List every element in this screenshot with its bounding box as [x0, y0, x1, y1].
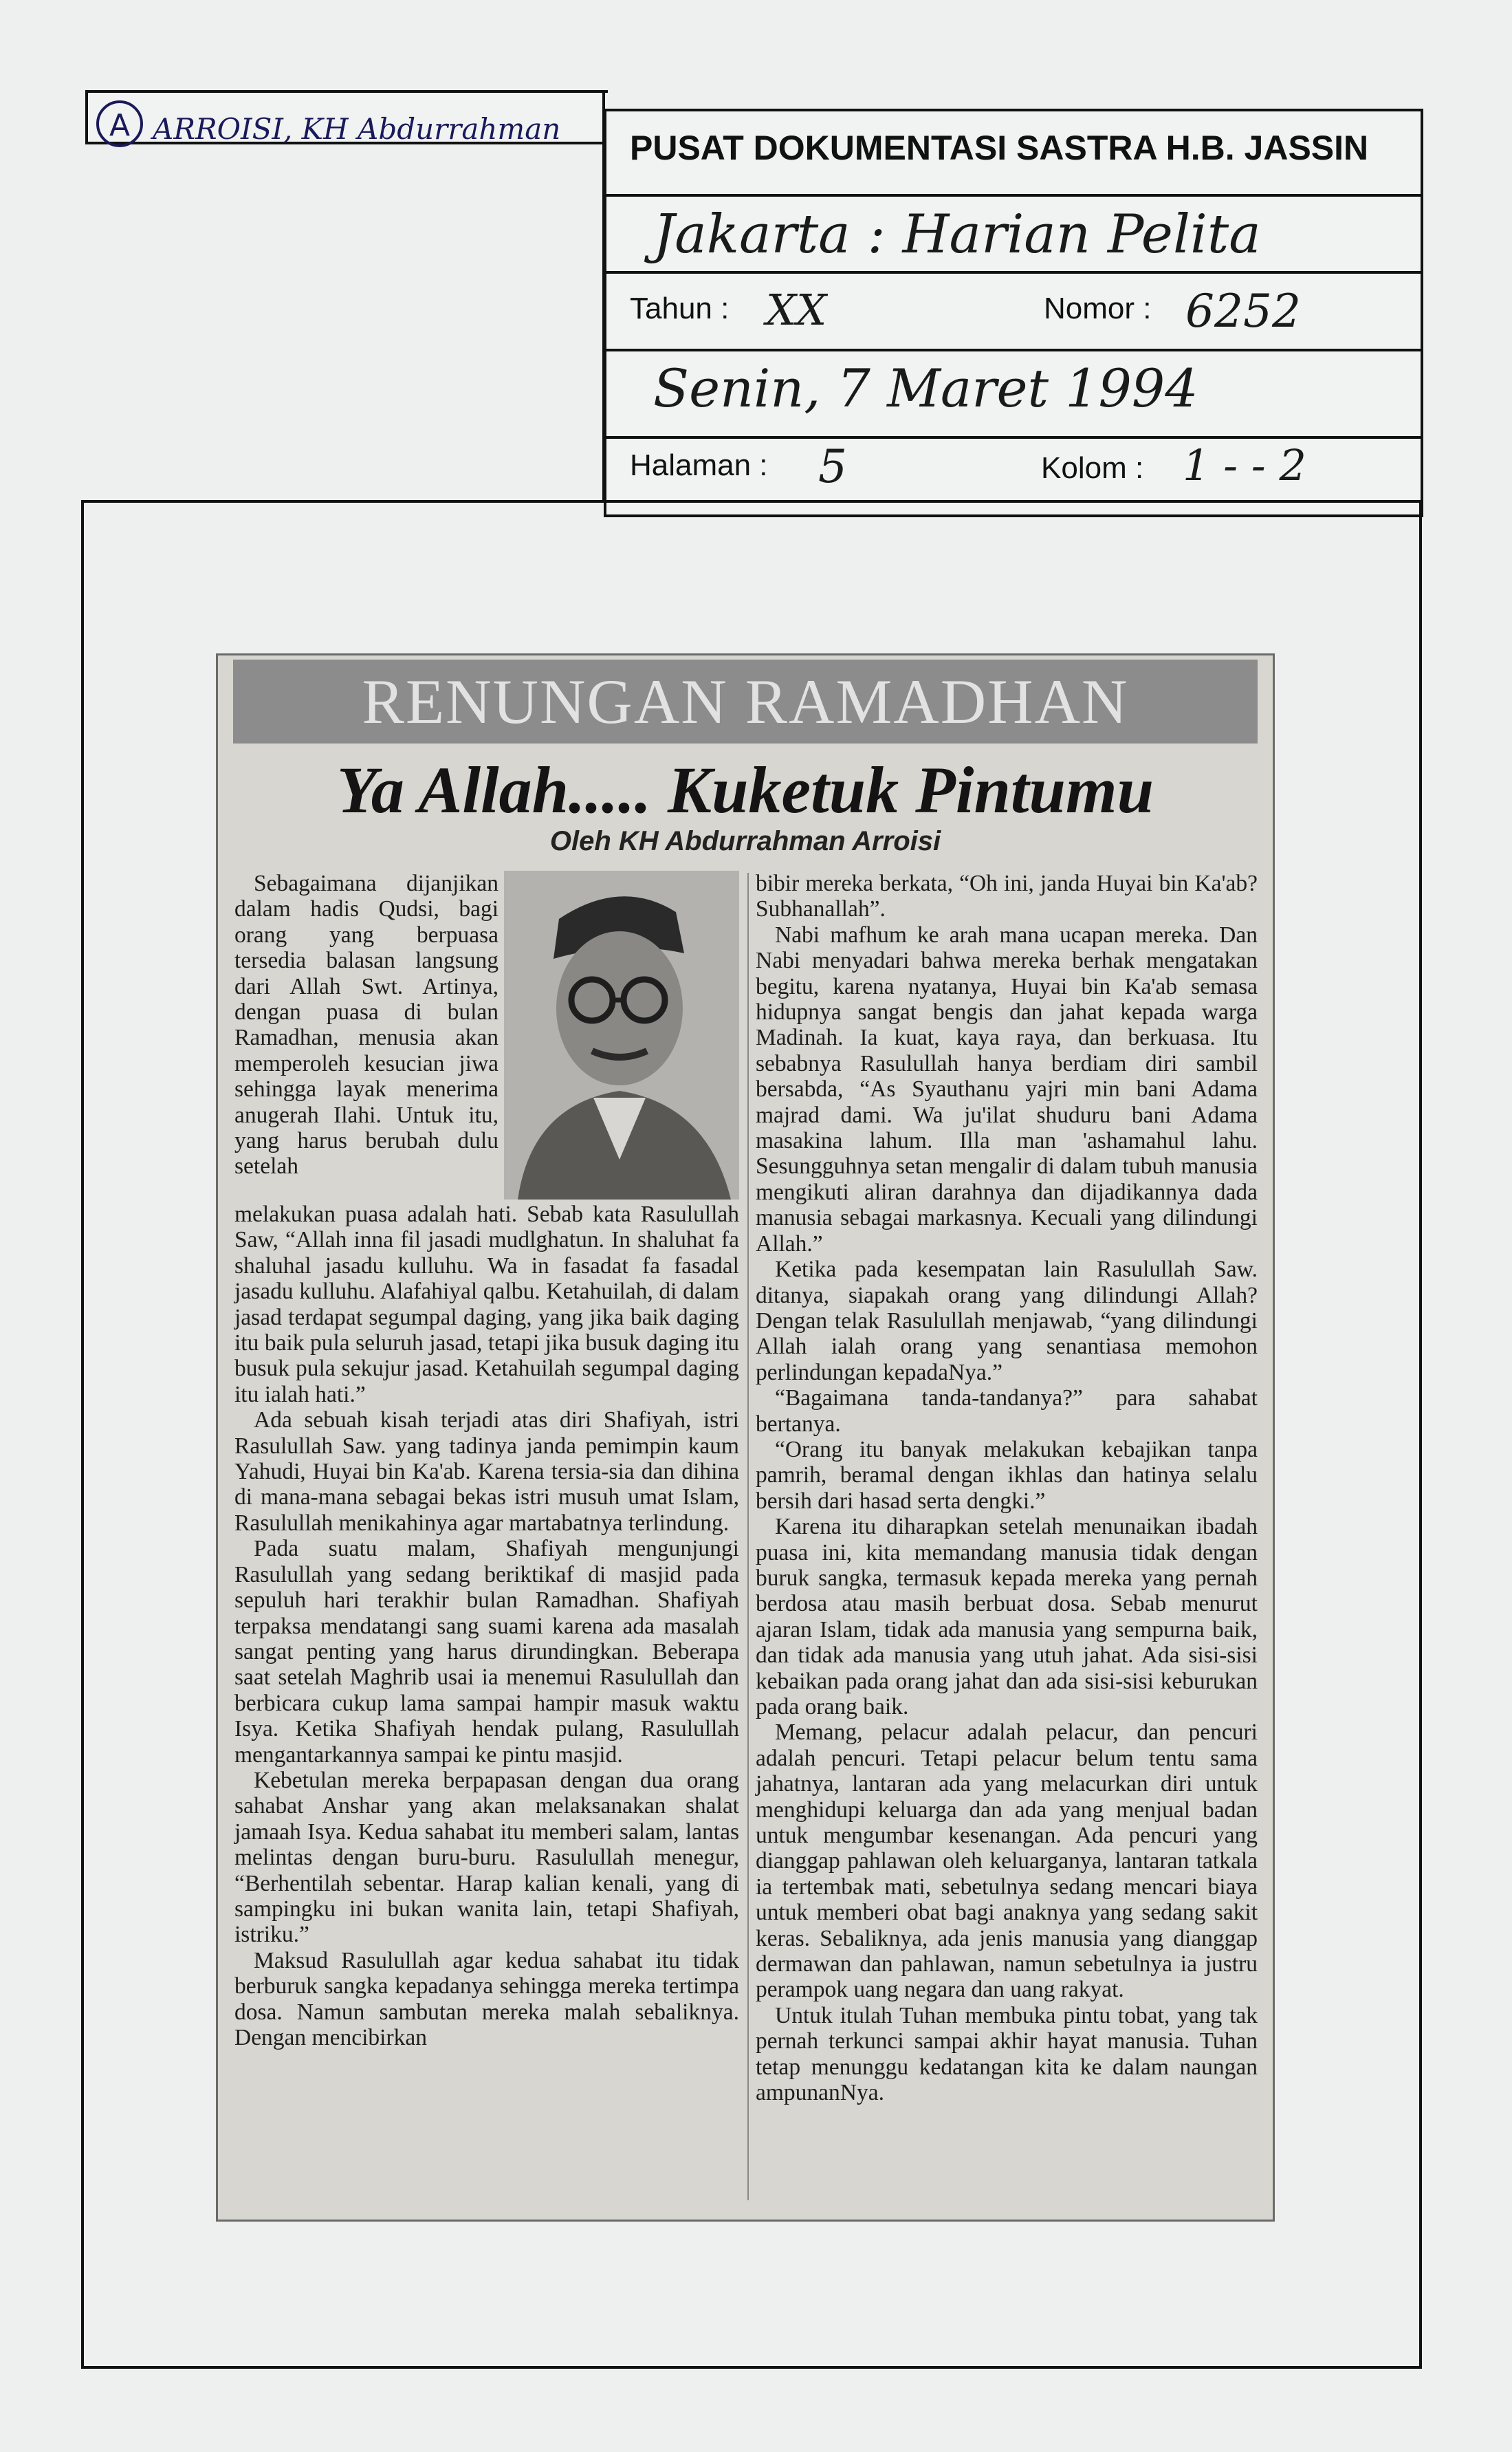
article-title: Ya Allah..... Kuketuk Pintumu — [337, 753, 1154, 827]
nomor-label: Nomor : — [1044, 292, 1152, 325]
date-field: Senin, 7 Maret 1994 — [653, 358, 1198, 419]
kolom-label: Kolom : — [1041, 451, 1144, 485]
publication-field: Jakarta : Harian Pelita — [653, 204, 1261, 265]
author-photo — [504, 871, 739, 1200]
article-paragraph: “Orang itu banyak melakukan kebajikan tanpa pamrih, beramal dengan ikhlas dan hatinya selalu bersih dari hasad serta dengki.” — [756, 1436, 1258, 1514]
form-divider — [604, 436, 1421, 439]
article-paragraph: Ada sebuah kisah terjadi atas diri Shafiyah, istri Rasulullah Saw. yang tadinya janda pemimpin kaum Yahudi, Huyai bin Ka'ab. Karena tersia-sia dan dihina di mana-mana sebagai bekas istri musuh umat Islam, Rasulullah menikahinya agar martabatnya terlindung. — [234, 1407, 739, 1536]
article-column-left-continued — [234, 1202, 739, 2050]
article-paragraph: “Bagaimana tanda-tandanya?” para sahabat bertanya. — [756, 1385, 1258, 1437]
author-portrait-icon — [504, 871, 739, 1200]
institution-name: PUSAT DOKUMENTASI SASTRA H.B. JASSIN — [630, 129, 1369, 167]
form-divider — [604, 349, 1421, 351]
margin-note-letter: A — [109, 108, 131, 143]
article-byline: Oleh KH Abdurrahman Arroisi — [549, 826, 941, 856]
halaman-value: 5 — [818, 440, 847, 493]
margin-note-circle — [96, 100, 143, 147]
article-paragraph: bibir mereka berkata, “Oh ini, janda Huyai bin Ka'ab? Subhanallah”. — [756, 871, 1258, 922]
nomor-value: 6252 — [1185, 285, 1301, 338]
form-divider — [604, 194, 1421, 197]
margin-note: ARROISI, KH Abdurrahman — [153, 112, 561, 146]
form-divider — [602, 90, 605, 503]
article-paragraph: Memang, pelacur adalah pelacur, dan pencuri adalah pencuri. Tetapi pelacur belum tentu sama jahatnya, lantaran ada yang melacurkan diri untuk menghidupi keluarga dan ada yang menjual badan untuk mengumbar kesenangan. Ada pencuri yang dianggap pahlawan oleh keluarganya, lantaran tatkala ia tertembak mati, sebetulnya sedang mencari biaya untuk memberi obat bagi anaknya yang sedang sakit keras. Sebaliknya, ada jenis manusia yang dianggap dermawan dan pahlawan, namun sebetulnya ia justru perampok uang negara dan uang rakyat. — [756, 1719, 1258, 2003]
article-paragraph: Ketika pada kesempatan lain Rasulullah Saw. ditanya, siapakah orang yang dilindungi Allah? Dengan telak Rasulullah menjawab, “yang dilindungi Allah ialah orang yang senantiasa memohon perlindungan kepadaNya.” — [756, 1257, 1258, 1385]
article-paragraph: Kebetulan mereka berpapasan dengan dua orang sahabat Anshar yang akan melaksanakan shalat jamaah Isya. Kedua sahabat itu memberi salam, lantas melintas dengan buru-buru. Rasulullah menegur, “Berhentilah sebentar. Harap kalian kenali, yang di sampingku ini bukan wanita lain, tetapi Shafiyah, istriku.” — [234, 1767, 739, 1948]
halaman-label: Halaman : — [630, 448, 768, 482]
section-banner: RENUNGAN RAMADHAN — [233, 660, 1258, 744]
article-paragraph: Maksud Rasulullah agar kedua sahabat itu tidak berburuk sangka kepadanya sehingga mereka tertimpa dosa. Namun sambutan mereka malah sebaliknya. Dengan mencibirkan — [234, 1947, 739, 2050]
newspaper-clipping — [216, 653, 1275, 2222]
form-divider — [604, 271, 1421, 274]
kolom-value: 1 - - 2 — [1183, 440, 1306, 490]
column-rule — [747, 873, 749, 2200]
article-column-left — [234, 871, 498, 1180]
article-paragraph: Nabi mafhum ke arah mana ucapan mereka. Dan Nabi menyadari bahwa mereka berhak mengatakan begitu, karena nyatanya, Huyai bin Ka'ab semasa hidupnya sangat bengis dan jahat kepada warga Madinah. Ia kuat, kaya raya, dan berkuasa. Itu sebabnya Rasulullah hanya berdiam diri sambil bersabda, “As Syauthanu yajri min bani Adama majrad dami. Wa ju'ilat shuduru bani Adama masakina lahum. Illa man 'ashamahul lahu. Sesungguhnya setan mengalir di dalam tubuh manusia mengikuti aliran darahnya dan dijadikannya dada manusia sebagai markasnya. Kecuali yang dilindungi Allah.” — [756, 922, 1258, 1257]
article-paragraph: Sebagaimana dijanjikan dalam hadis Qudsi, bagi orang yang berpuasa tersedia balasan langsung dari Allah Swt. Artinya, dengan puasa di bulan Ramadhan, menusia akan memperoleh kesucian jiwa sehingga layak menerima anugerah Ilahi. Untuk itu, yang harus berubah dulu setelah — [234, 871, 498, 1180]
tahun-label: Tahun : — [630, 292, 730, 325]
tahun-value: XX — [766, 285, 827, 335]
article-paragraph: Untuk itulah Tuhan membuka pintu tobat, yang tak pernah terkunci sampai akhir hayat manusia. Tuhan tetap menunggu kedatangan kita ke dalam naungan ampunanNya. — [756, 2002, 1258, 2106]
article-paragraph: Pada suatu malam, Shafiyah mengunjungi Rasulullah yang sedang beriktikaf di masjid pada sepuluh hari terakhir bulan Ramadhan. Shafiyah terpaksa mendatangi sang suami karena ada masalah sangat penting yang harus dirundingkan. Beberapa saat setelah Maghrib usai ia menemui Rasulullah dan berbicara cukup lama sampai hampir masuk waktu Isya. Ketika Shafiyah hendak pulang, Rasulullah mengantarkannya sampai ke pintu masjid. — [234, 1536, 739, 1768]
article-paragraph: melakukan puasa adalah hati. Sebab kata Rasulullah Saw, “Allah inna fil jasadi mudlghatun. In shaluhat fa shaluhal jasadu kulluhu. Wa in fasadat fa fasadal jasadu kulluhu. Alafahiyal qalbu. Ketahuilah, di dalam jasad terdapat segumpal daging, yang jika baik daging itu baik pula seluruh jasad, tetapi jika busuk daging itu busuk pula sekujur jasad. Ketahuilah segumpal daging itu ialah hati.” — [234, 1202, 739, 1407]
article-paragraph: Karena itu diharapkan setelah menunaikan ibadah puasa ini, kita memandang manusia tidak dengan buruk sangka, termasuk kepada mereka yang pernah berdosa atau masih berbuat dosa. Sebab menurut ajaran Islam, tidak ada manusia yang sempurna baik, dan tidak ada manusia yang utuh jahat. Ada sisi-sisi kebaikan pada orang jahat dan ada sisi-sisi keburukan pada orang baik. — [756, 1514, 1258, 1719]
article-column-right — [756, 871, 1258, 2106]
